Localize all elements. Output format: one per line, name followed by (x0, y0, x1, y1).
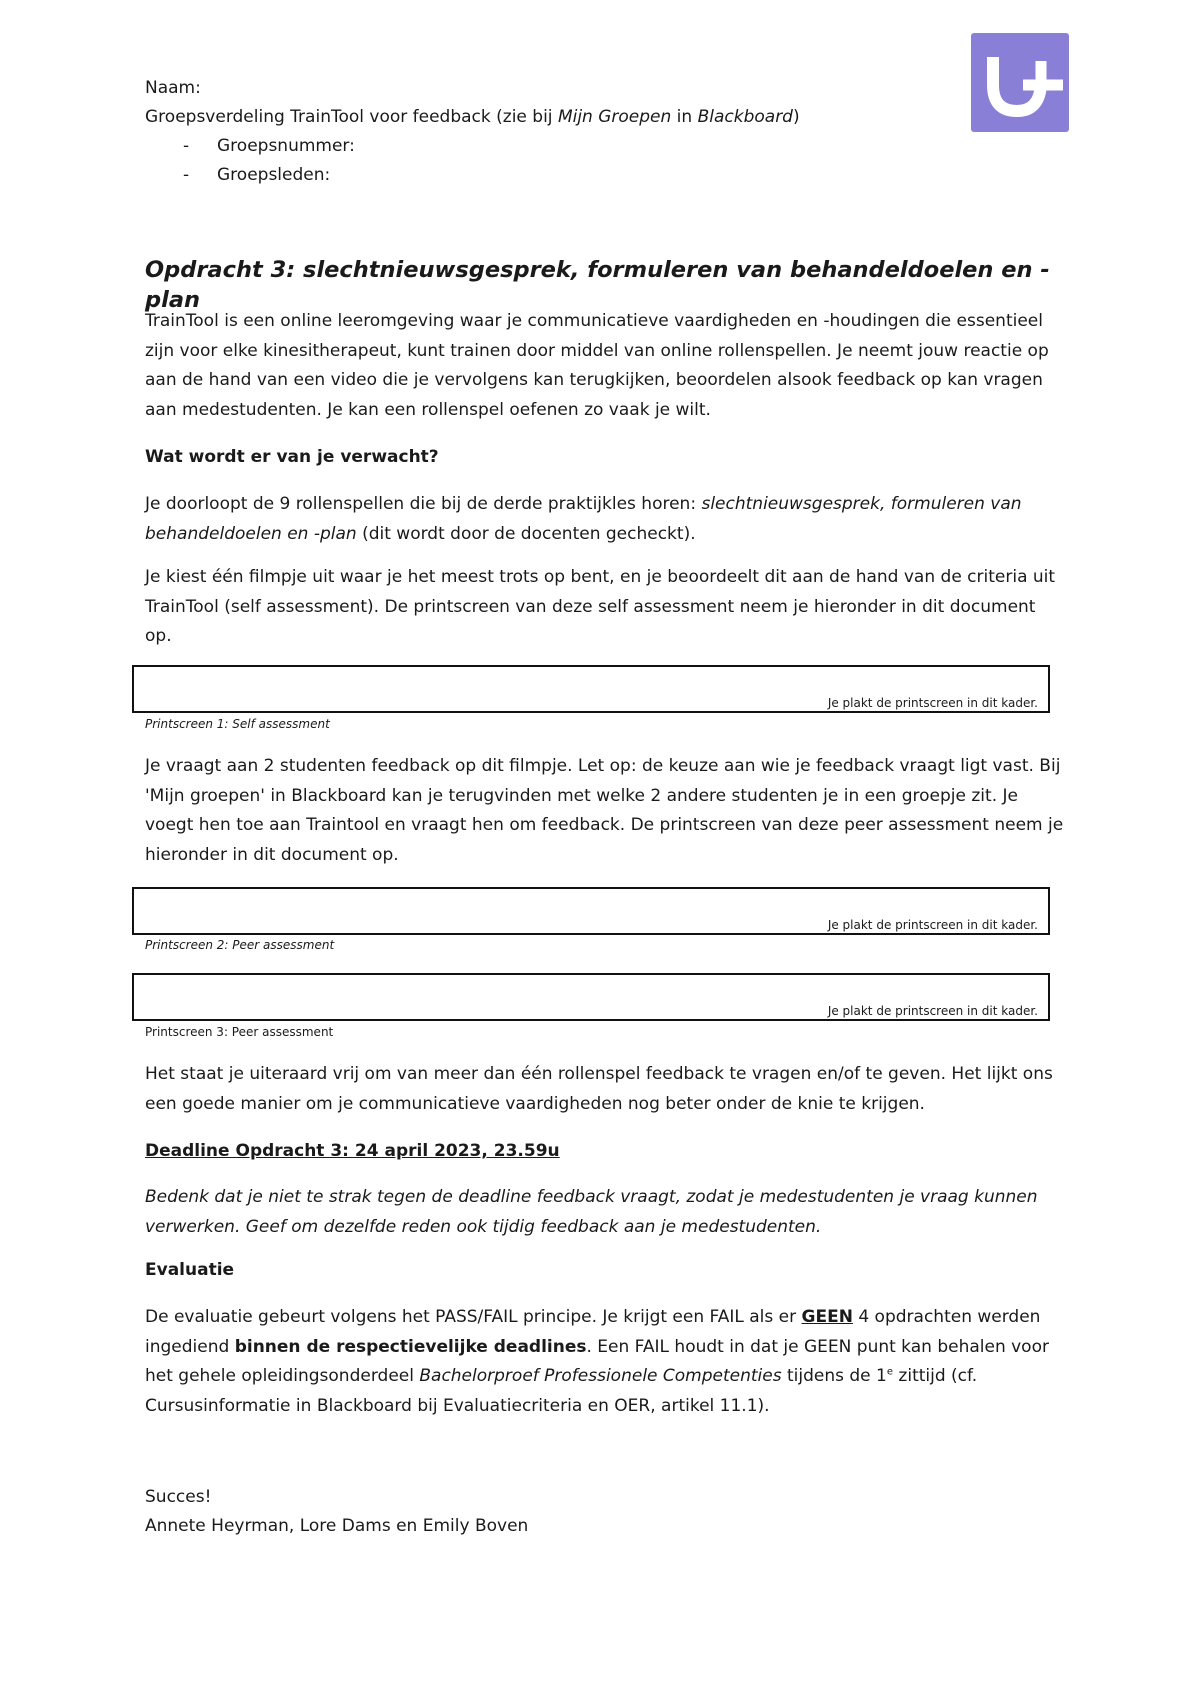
text-run-bold: binnen de respectievelijke deadlines (234, 1336, 587, 1357)
groepsnummer-label: Groepsnummer: (217, 136, 355, 156)
free-paragraph: Het staat je uiteraard vrij om van meer dan één rollenspel feedback te vragen en/of te geven. Het lijkt ons een goede manier om je communicatieve vaardigheden nog beter onder de knie te krijgen. (145, 1064, 1053, 1114)
expect-paragraph-2: Je kiest één filmpje uit waar je het meest trots op bent, en je beoordeelt dit aan de hand van de criteria uit TrainTool (self assessment). De printscreen van deze self assessment neem je hieronder in dit document op. (145, 567, 1056, 646)
superscript: e (886, 1366, 894, 1378)
logo-glyph (971, 33, 1069, 132)
text-run-italic: slechtnieuwsgesprek, formuleren van behandeldoelen en -plan (145, 494, 1022, 544)
page-title: Opdracht 3: slechtnieuwsgesprek, formuleren van behandeldoelen en -plan (145, 257, 1050, 313)
frame-hint: Je plakt de printscreen in dit kader. (827, 918, 1038, 932)
text-run: De evaluatie gebeurt volgens het PASS/FAIL principe. Je krijgt een FAIL als er (145, 1307, 802, 1327)
text-run: in (671, 107, 698, 127)
list-item (145, 161, 945, 190)
frame-hint: Je plakt de printscreen in dit kader. (827, 1004, 1038, 1018)
evaluation-paragraph (145, 1303, 1065, 1421)
student-info (145, 74, 945, 190)
list-item (145, 132, 945, 161)
intro-paragraph: TrainTool is een online leeromgeving waar je communicatieve vaardigheden en -houdingen die essentieel zijn voor elke kinesitherapeut, kunt trainen door middel van online rollenspellen. Je neemt jouw reactie op aan de hand van een video die je vervolgens kan terugkijken, beoordelen alsook feedback op kan vragen aan medestudenten. Je kan een rollenspel oefenen zo vaak je wilt. (145, 311, 1049, 420)
text-run: Groepsverdeling TrainTool voor feedback (zie bij (145, 107, 558, 127)
peer-paragraph: Je vraagt aan 2 studenten feedback op dit filmpje. Let op: de keuze aan wie je feedback vraagt ligt vast. Bij 'Mijn groepen' in Blackboard kan je terugvinden met welke 2 andere studenten je in een groepje zit. Je voegt hen toe aan Traintool en vraagt hen om feedback. De printscreen van deze peer assessment neem je hieronder in dit document op. (145, 756, 1064, 865)
groepsleden-label: Groepsleden: (217, 165, 331, 185)
university-logo-icon (971, 33, 1069, 132)
caption-1: Printscreen 1: Self assessment (145, 717, 330, 731)
groepsverdeling-line (145, 103, 945, 132)
screenshot-frame-1[interactable] (132, 665, 1050, 713)
text-run: tijdens de 1 (781, 1366, 887, 1386)
text-run-italic: Blackboard (697, 107, 793, 127)
text-run: 4 opdrachten werden ingediend (145, 1307, 1041, 1357)
authors: Annete Heyrman, Lore Dams en Emily Boven (145, 1516, 529, 1536)
naam-label: Naam: (145, 78, 201, 98)
text-run-italic: Bachelorproef Professionele Competenties (419, 1366, 782, 1386)
list-bullet: - (183, 136, 190, 156)
text-run-bold-underline: GEEN (801, 1307, 853, 1327)
list-bullet: - (183, 165, 190, 185)
caption-2: Printscreen 2: Peer assessment (145, 938, 335, 952)
text-run: Je doorloopt de 9 rollenspellen die bij de derde praktijkles horen: (145, 494, 702, 514)
expect-heading: Wat wordt er van je verwacht? (145, 447, 439, 467)
closing: Succes! (145, 1487, 212, 1507)
expect-paragraph-1 (145, 490, 1065, 549)
screenshot-frame-3[interactable] (132, 973, 1050, 1021)
evaluation-heading: Evaluatie (145, 1260, 235, 1280)
deadline: Deadline Opdracht 3: 24 april 2023, 23.59u (145, 1141, 560, 1161)
frame-hint: Je plakt de printscreen in dit kader. (827, 696, 1038, 710)
text-run: . Een FAIL houdt in dat je GEEN punt kan behalen voor het gehele opleidingsonderdeel (145, 1336, 1049, 1386)
caption-3: Printscreen 3: Peer assessment (145, 1025, 334, 1039)
text-run-italic: Mijn Groepen (557, 107, 672, 127)
screenshot-frame-2[interactable] (132, 887, 1050, 935)
text-run: ) (792, 107, 800, 127)
text-run: (dit wordt door de docenten gecheckt). (356, 523, 696, 544)
deadline-note: Bedenk dat je niet te strak tegen de deadline feedback vraagt, zodat je medestudenten je vraag kunnen verwerken. Geef om dezelfde reden ook tijdig feedback aan je medestudenten. (145, 1187, 1038, 1237)
text-run: zittijd (cf. Cursusinformatie in Blackboard bij Evaluatiecriteria en OER, artikel 11.1). (145, 1366, 978, 1416)
